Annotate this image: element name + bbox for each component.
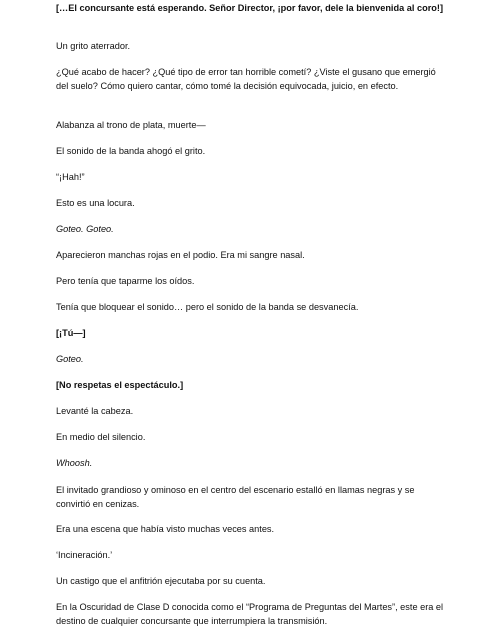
- paragraph-2: Un grito aterrador.: [56, 41, 131, 51]
- paragraph-8: Goteo. Goteo.: [56, 224, 114, 234]
- paragraph-16: En medio del silencio.: [56, 432, 146, 442]
- paragraph-19: Era una escena que había visto muchas veces antes.: [56, 524, 275, 534]
- paragraph-21: Un castigo que el anfitrión ejecutaba por su cuenta.: [56, 576, 266, 586]
- paragraph-4: Alabanza al trono de plata, muerte—: [56, 120, 206, 130]
- paragraph-14: [No respetas el espectáculo.]: [56, 380, 184, 390]
- paragraph-18: El invitado grandioso y ominoso en el centro del escenario estalló en llamas negras y se convirtió en cenizas.: [56, 485, 415, 509]
- paragraph-13: Goteo.: [56, 354, 84, 364]
- paragraph-1: […El concursante está esperando. Señor Director, ¡por favor, dele la bienvenida al coro!]: [56, 3, 444, 13]
- paragraph-15: Levanté la cabeza.: [56, 406, 134, 416]
- paragraph-11: Tenía que bloquear el sonido… pero el sonido de la banda se desvanecía.: [56, 302, 359, 312]
- paragraph-17: Whoosh.: [56, 458, 93, 468]
- paragraph-10: Pero tenía que taparme los oídos.: [56, 276, 195, 286]
- paragraph-12: [¡Tú—]: [56, 328, 86, 338]
- paragraph-9: Aparecieron manchas rojas en el podio. Era mi sangre nasal.: [56, 250, 305, 260]
- paragraph-22: En la Oscuridad de Clase D conocida como el “Programa de Preguntas del Martes”, este era el destino de cualquier concursante que interrumpiera la transmisión.: [56, 602, 444, 626]
- paragraph-3: ¿Qué acabo de hacer? ¿Qué tipo de error tan horrible cometí? ¿Viste el gusano que emergió del suelo? Cómo quiero cantar, cómo tomé la decisión equivocada, juicio, en efecto.: [56, 67, 436, 91]
- paragraph-7: Esto es una locura.: [56, 198, 135, 208]
- paragraph-20: ‘Incineración.’: [56, 550, 113, 560]
- paragraph-6: “¡Hah!”: [56, 172, 85, 182]
- paragraph-5: El sonido de la banda ahogó el grito.: [56, 146, 206, 156]
